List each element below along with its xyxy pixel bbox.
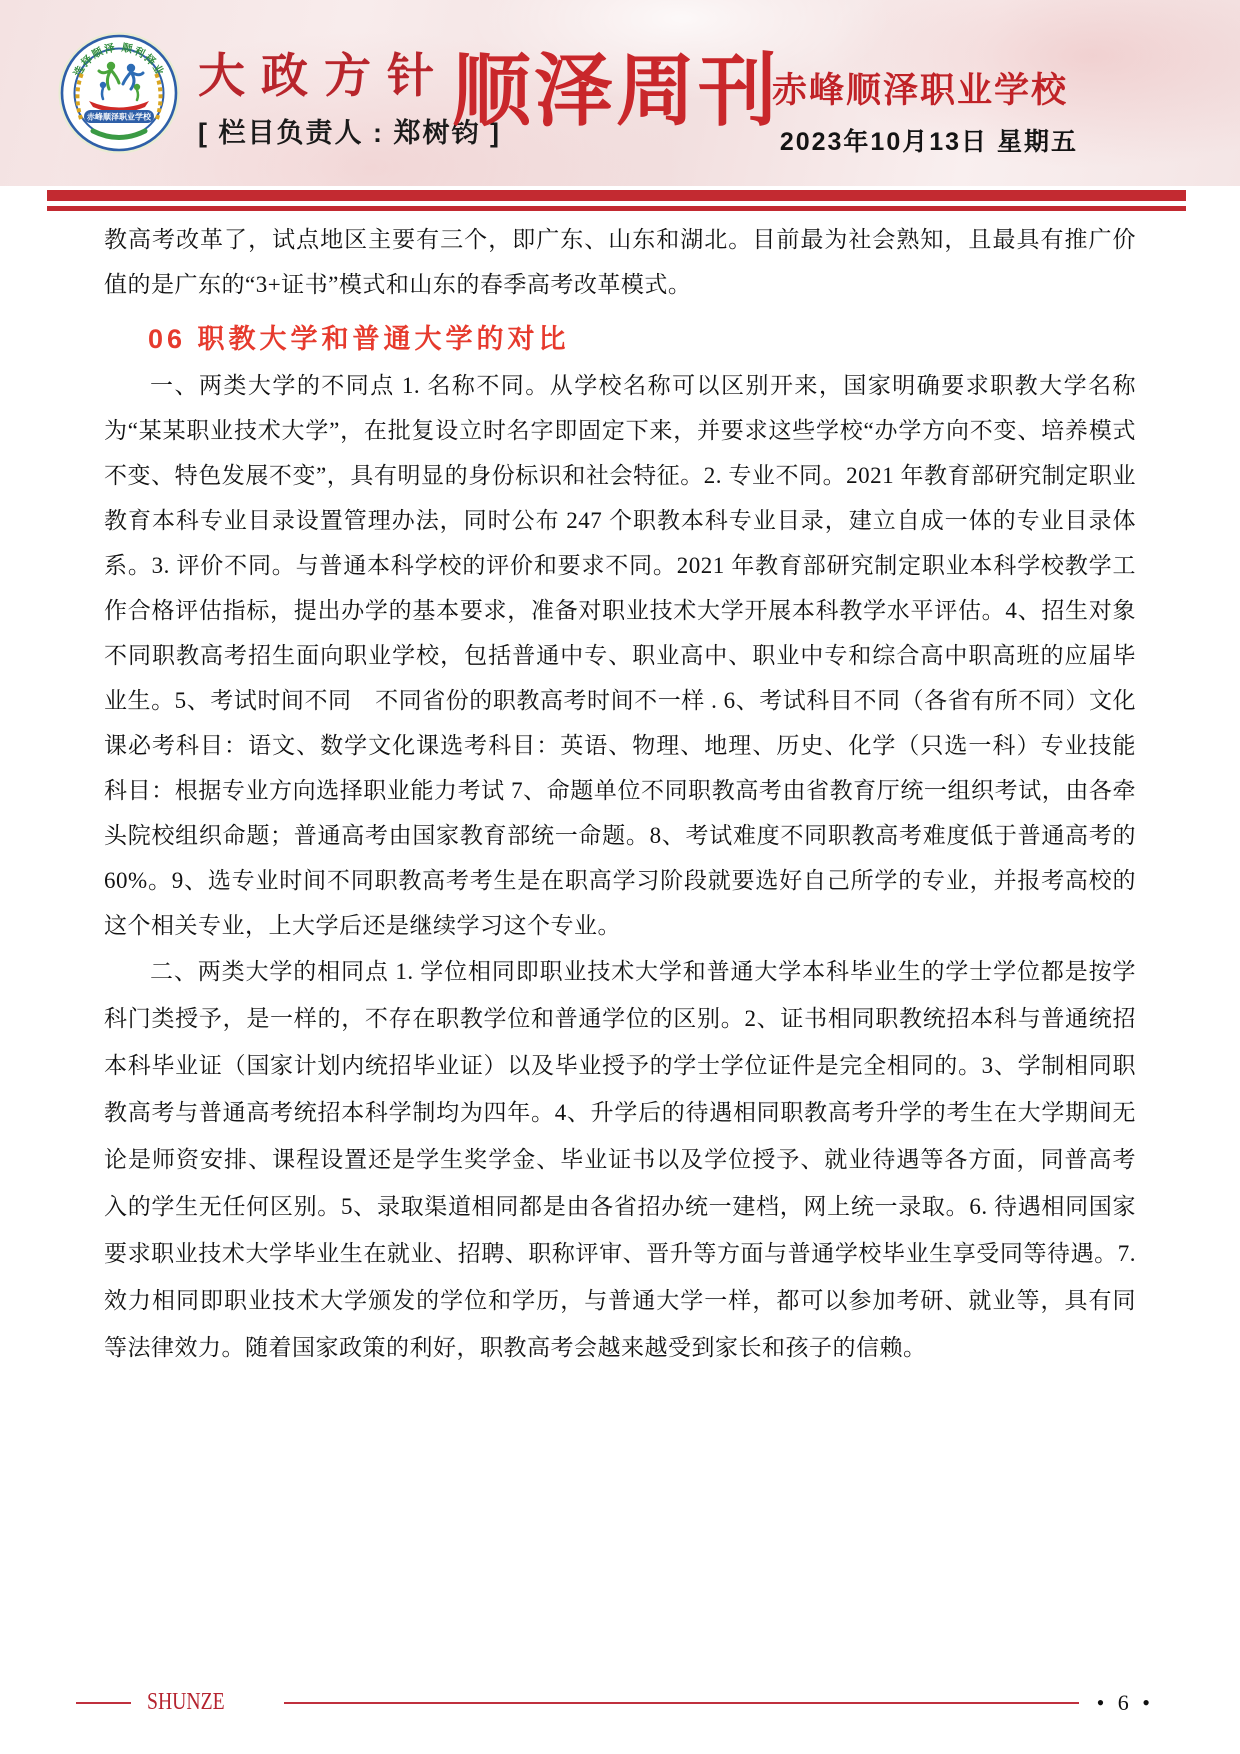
page-number: • 6 • bbox=[1096, 1689, 1154, 1715]
logo-arc-text: 选择顺泽 顺利择业 bbox=[71, 41, 167, 79]
issue-date: 2023年10月13日 星期五 bbox=[779, 128, 1078, 156]
school-logo-badge bbox=[57, 31, 181, 155]
article-body bbox=[104, 217, 1136, 1371]
paragraph-similarities: 二、两类大学的相同点 1. 学位相同即职业技术大学和普通大学本科毕业生的学士学位都是按学科门类授予，是一样的，不存在职教学位和普通学位的区别。2、证书相同职教统招本科与普通统招本科毕业证（国家计划内统招毕业证）以及毕业授予的学士学位证件是完全相同的。3、学制相同职教高考与普通高考统招本科学制均为四年。4、升学后的待遇相同职教高考升学的考生在大学期间无论是师资安排、课程设置还是学生奖学金、毕业证书以及学位授予、就业待遇等各方面，同普高考入的学生无任何区别。5、录取渠道相同都是由各省招办统一建档，网上统一录取。6. 待遇相同国家要求职业技术大学毕业生在就业、招聘、职称评审、晋升等方面与普通学校毕业生享受同等待遇。7. 效力相同即职业技术大学颁发的学位和学历，与普通大学一样，都可以参加考研、就业等，具有同等法律效力。随着国家政策的利好，职教高考会越来越受到家长和孩子的信赖。 bbox=[104, 959, 1136, 1360]
paragraph-intro: 教高考改革了，试点地区主要有三个，即广东、山东和湖北。目前最为社会熟知，且最具有推广价值的是广东的“3+证书”模式和山东的春季高考改革模式。 bbox=[104, 227, 1136, 297]
masthead-title: 顺泽周刊 bbox=[452, 46, 780, 135]
footer-rule-short bbox=[76, 1702, 131, 1704]
column-manager-label: [ 栏目负责人 : 郑树钧 ] bbox=[198, 117, 501, 148]
logo-banner-text: 赤峰顺泽职业学校 bbox=[87, 112, 151, 122]
school-logo bbox=[57, 31, 181, 155]
masthead bbox=[0, 0, 1240, 186]
footer-brand: SHUNZE bbox=[147, 1689, 225, 1715]
divider-rule-thick bbox=[47, 190, 1186, 201]
column-title: 大政方针 bbox=[198, 51, 450, 103]
footer-rule-long bbox=[284, 1702, 1079, 1704]
paragraph-differences: 一、两类大学的不同点 1. 名称不同。从学校名称可以区别开来，国家明确要求职教大学名称为“某某职业技术大学”，在批复设立时名字即固定下来，并要求这些学校“办学方向不变、培养模式不变、特色发展不变”，具有明显的身份标识和社会特征。2. 专业不同。2021 年教育部研究制定职业教育本科专业目录设置管理办法，同时公布 247 个职教本科专业目录，建立自成一体的专业目录体系。3. 评价不同。与普通本科学校的评价和要求不同。2021 年教育部研究制定职业本科学校教学工作合格评估指标，提出办学的基本要求，准备对职业技术大学开展本科教学水平评估。4、招生对象不同职教高考招生面向职业学校，包括普通中专、职业高中、职业中专和综合高中职高班的应届毕业生。5、考试时间不同 不同省份的职教高考时间不一样 . 6、考试科目不同（各省有所不同）文化课必考科目：语文、数学文化课选考科目：英语、物理、地理、历史、化学（只选一科）专业技能科目：根据专业方向选择职业能力考试 7、命题单位不同职教高考由省教育厅统一组织考试，由各牵头院校组织命题；普通高考由国家教育部统一命题。8、考试难度不同职教高考难度低于普通高考的 60%。9、选专业时间不同职教高考考生是在职高学习阶段就要选好自己所学的专业，并报考高校的这个相关专业，上大学后还是继续学习这个专业。 bbox=[104, 373, 1136, 938]
page-footer bbox=[76, 1689, 1154, 1716]
school-name: 赤峰顺泽职业学校 bbox=[772, 71, 1069, 110]
section-heading: 06 职教大学和普通大学的对比 bbox=[148, 324, 570, 354]
divider-rule-thin bbox=[47, 206, 1186, 211]
school-block bbox=[772, 63, 1078, 158]
